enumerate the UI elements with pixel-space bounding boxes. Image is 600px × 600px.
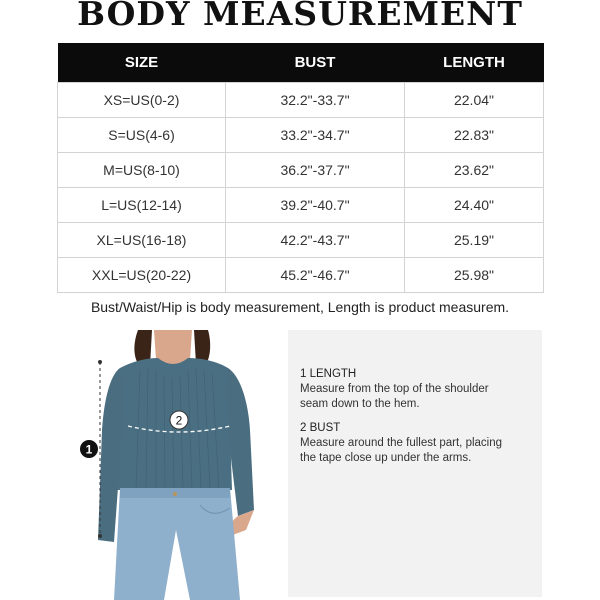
size-cell: XL=US(16-18)	[58, 223, 226, 258]
bust-cell: 45.2"-46.7"	[226, 258, 405, 293]
size-cell: L=US(12-14)	[58, 188, 226, 223]
size-chart-table	[57, 43, 544, 293]
length-cell: 22.04"	[405, 83, 544, 118]
size-cell: M=US(8-10)	[58, 153, 226, 188]
jeans	[114, 488, 240, 600]
page-title: BODY MEASUREMENT	[77, 0, 523, 33]
bust-cell: 42.2"-43.7"	[226, 223, 405, 258]
size-cell: XS=US(0-2)	[58, 83, 226, 118]
table-row	[58, 83, 544, 118]
length-cell: 25.19"	[405, 223, 544, 258]
length-cell: 24.40"	[405, 188, 544, 223]
table-header-row	[58, 43, 544, 83]
length-text-line: Measure from the top of the shoulder	[300, 383, 489, 395]
model-photo	[80, 330, 290, 600]
bust-cell: 36.2"-37.7"	[226, 153, 405, 188]
bust-instruction	[300, 421, 502, 466]
table-row	[58, 118, 544, 153]
length-text-line: seam down to the hem.	[300, 398, 420, 410]
length-marker-number: 1	[85, 442, 93, 457]
bust-cell: 39.2"-40.7"	[226, 188, 405, 223]
size-cell: S=US(4-6)	[58, 118, 226, 153]
bust-heading: 2 BUST	[300, 422, 341, 434]
bust-marker-number: 2	[175, 413, 183, 428]
size-cell: XXL=US(20-22)	[58, 258, 226, 293]
measurement-instructions-panel	[288, 330, 542, 597]
length-endpoint	[98, 534, 102, 538]
jeans-button	[173, 492, 177, 496]
length-cell: 23.62"	[405, 153, 544, 188]
header-bust: BUST	[226, 43, 405, 83]
header-size: SIZE	[58, 43, 226, 83]
length-cell: 25.98"	[405, 258, 544, 293]
table-row	[58, 258, 544, 293]
length-endpoint	[98, 360, 102, 364]
bust-text-line: the tape close up under the arms.	[300, 452, 472, 464]
bust-text-line: Measure around the fullest part, placing	[300, 437, 503, 449]
table-row	[58, 153, 544, 188]
length-cell: 22.83"	[405, 118, 544, 153]
length-heading: 1 LENGTH	[300, 368, 357, 380]
table-row	[58, 188, 544, 223]
length-instruction	[300, 367, 489, 412]
measurement-note: Bust/Waist/Hip is body measurement, Length is product measurem.	[90, 299, 510, 315]
header-length: LENGTH	[405, 43, 544, 83]
table-row	[58, 223, 544, 258]
bust-cell: 33.2"-34.7"	[226, 118, 405, 153]
bust-cell: 32.2"-33.7"	[226, 83, 405, 118]
